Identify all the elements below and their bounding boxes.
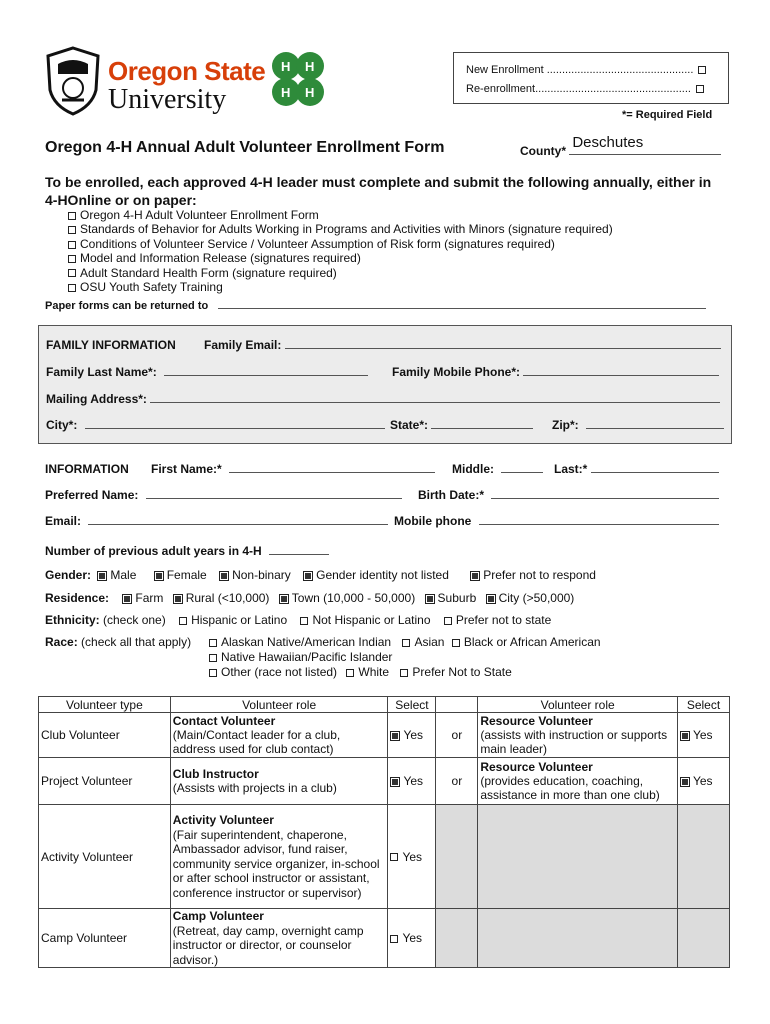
list-item-text: Standards of Behavior for Adults Working in Programs and Activities with Minors (signature required) [80,222,613,237]
header-volunteer-role: Volunteer role [170,697,388,713]
role-title: Resource Volunteer [480,714,593,728]
volunteer-role-table [38,696,730,968]
select-cell[interactable] [388,909,436,968]
yes-label: Yes [403,728,424,742]
new-enrollment-option[interactable] [466,64,710,76]
list-item [68,237,613,251]
checkbox-icon [68,226,76,234]
list-item [68,208,613,222]
residence-city-checkbox[interactable] [486,594,496,604]
select-cell[interactable] [388,758,436,805]
race-other-checkbox[interactable] [209,669,217,677]
race-asian-checkbox[interactable] [402,639,410,647]
race-option-label: Prefer Not to State [412,665,512,679]
last-name-label: Last:* [554,462,588,476]
volunteer-type-cell: Camp Volunteer [39,909,171,968]
table-row [39,805,730,909]
state-label: State*: [390,418,429,432]
family-email-label: Family Email: [204,338,282,352]
new-enrollment-checkbox[interactable] [698,66,706,74]
yes-label: Yes [692,774,713,788]
paper-return-label: Paper forms can be returned to [45,300,209,312]
list-item-text: Model and Information Release (signatures required) [80,251,361,266]
form-title: Oregon 4-H Annual Adult Volunteer Enrollment Form [45,139,445,156]
mailing-address-label: Mailing Address*: [46,392,147,406]
last-name-input[interactable] [591,472,719,473]
header-select-alt: Select [677,697,729,713]
list-item-text: Oregon 4-H Adult Volunteer Enrollment Form [80,208,319,222]
residence-option-label: Town (10,000 - 50,000) [291,591,416,605]
city-field[interactable] [46,418,385,432]
email-input[interactable] [88,524,388,525]
volunteer-role-cell [170,758,388,805]
resource-volunteer-multi-checkbox[interactable] [680,777,690,787]
first-name-label: First Name:* [151,462,222,476]
contact-volunteer-checkbox[interactable] [390,731,400,741]
family-information-section [38,325,732,444]
family-email-input[interactable] [285,348,721,349]
race-hawaiian-checkbox[interactable] [209,654,217,662]
county-label: County* [520,144,566,158]
middle-name-input[interactable] [501,472,543,473]
race-white-checkbox[interactable] [346,669,354,677]
family-email-field[interactable] [204,338,721,352]
role-description: (Main/Contact leader for a club, address used for club contact) [172,728,341,756]
yes-label: Yes [403,774,424,788]
osu-seal-icon [44,46,102,116]
email-field[interactable] [45,514,388,528]
checkbox-icon [68,255,76,263]
ethnicity-not-hispanic-checkbox[interactable] [300,617,308,625]
county-input[interactable] [569,134,721,155]
first-name-input[interactable] [229,472,435,473]
residence-option-label: Suburb [437,591,477,605]
or-cell: or [436,758,478,805]
information-section-title: INFORMATION [45,462,129,476]
osu-logo [44,46,269,118]
ethnicity-prefer-not-checkbox[interactable] [444,617,452,625]
first-name-field[interactable] [151,462,435,476]
family-mobile-label: Family Mobile Phone*: [392,365,521,379]
gender-row [45,568,596,582]
header-spacer [436,697,478,713]
race-option-label: Black or African American [463,635,601,649]
ethnicity-note: (check one) [103,613,166,627]
state-input[interactable] [431,428,533,429]
gender-nonbinary-checkbox[interactable] [219,571,229,581]
role-description: (assists with instruction or supports main leader) [480,728,668,756]
mailing-address-input[interactable] [150,402,720,403]
select-cell[interactable] [388,713,436,758]
volunteer-role-cell [170,805,388,909]
university-name-line2: University [108,84,227,115]
svg-text:H: H [305,85,315,100]
preferred-name-field[interactable] [45,488,402,502]
family-mobile-field[interactable] [392,365,719,379]
race-option-label: White [358,665,390,679]
race-prefer-not-checkbox[interactable] [400,669,408,677]
family-mobile-input[interactable] [523,375,719,376]
family-section-title: FAMILY INFORMATION [46,338,176,352]
race-row [45,635,191,649]
race-black-checkbox[interactable] [452,639,460,647]
list-item [68,222,613,236]
table-row [39,713,730,758]
re-enrollment-checkbox[interactable] [696,85,704,93]
checkbox-icon [68,212,76,220]
role-title: Activity Volunteer [172,813,274,827]
mailing-address-field[interactable] [46,392,720,406]
mobile-phone-field[interactable] [394,514,719,528]
birth-date-input[interactable] [491,498,719,499]
role-description: (Assists with projects in a club) [172,781,337,795]
race-note: (check all that apply) [81,635,192,649]
ethnicity-option-label: Prefer not to state [455,613,552,627]
zip-label: Zip*: [552,418,579,432]
race-alaskan-checkbox[interactable] [209,639,217,647]
role-description: (provides education, coaching, assistance in more than one club) [480,774,660,802]
birth-date-field[interactable] [418,488,719,502]
city-input[interactable] [85,428,385,429]
volunteer-role-cell [170,909,388,968]
preferred-name-input[interactable] [146,498,402,499]
yes-label: Yes [402,849,423,864]
svg-text:H: H [281,59,291,74]
checkbox-icon [68,284,76,292]
previous-years-input[interactable] [269,554,329,555]
checkbox-icon [68,241,76,249]
family-last-name-field[interactable] [46,365,368,379]
gender-female-checkbox[interactable] [154,571,164,581]
gender-option-label: Prefer not to respond [483,568,596,582]
enrollment-type-box [453,52,729,104]
header-volunteer-type: Volunteer type [39,697,171,713]
mobile-phone-input[interactable] [479,524,719,525]
new-enrollment-label: New Enrollment ................................................ [466,64,694,76]
ethnicity-row [45,613,551,627]
race-options [209,635,601,680]
ethnicity-hispanic-checkbox[interactable] [179,617,187,625]
empty-cell [478,909,678,968]
empty-cell [436,805,478,909]
required-forms-list [68,208,613,294]
residence-option-label: Farm [135,591,164,605]
instructions-heading: To be enrolled, each approved 4-H leader must complete and submit the following annually, either in 4-HOnline or on paper: [45,174,712,208]
alt-select-cell[interactable] [677,713,729,758]
state-field[interactable] [390,418,533,432]
header-select: Select [388,697,436,713]
race-label: Race: [45,635,78,649]
required-field-note: *= Required Field [622,109,713,121]
alt-select-cell[interactable] [677,758,729,805]
role-description: (Retreat, day camp, overnight camp instructor or director, or counselor advisor.) [172,923,364,967]
role-title: Contact Volunteer [172,714,276,728]
ethnicity-option-label: Not Hispanic or Latino [312,613,431,627]
zip-input[interactable] [586,428,724,429]
role-title: Club Instructor [172,767,259,781]
previous-years-label: Number of previous adult years in 4-H [45,544,262,558]
mobile-phone-label: Mobile phone [394,514,472,528]
table-row [39,758,730,805]
table-row [39,909,730,968]
residence-label: Residence: [45,591,110,605]
resource-volunteer-checkbox[interactable] [680,731,690,741]
university-name-line1: Oregon State [108,56,266,86]
empty-cell [436,909,478,968]
email-label: Email: [45,514,82,528]
race-option-label: Asian [414,635,445,649]
header-volunteer-role-alt: Volunteer role [478,697,678,713]
residence-row [45,591,574,605]
checkbox-icon [68,269,76,277]
re-enrollment-option[interactable] [466,83,708,95]
list-item [68,280,613,294]
gender-prefer-not-checkbox[interactable] [470,571,480,581]
birth-date-label: Birth Date:* [418,488,485,502]
role-title: Resource Volunteer [480,760,593,774]
family-last-name-input[interactable] [164,375,368,376]
empty-cell [478,805,678,909]
gender-label: Gender: [45,568,92,582]
gender-not-listed-checkbox[interactable] [303,571,313,581]
re-enrollment-label: Re-enrollment................................................... [466,83,691,95]
ethnicity-option-label: Hispanic or Latino [191,613,288,627]
family-last-name-label: Family Last Name*: [46,365,157,379]
club-instructor-checkbox[interactable] [390,777,400,787]
list-item [68,266,613,280]
previous-years-field[interactable] [45,544,329,558]
list-item-text: Conditions of Volunteer Service / Volunteer Assumption of Risk form (signatures required) [80,236,555,251]
ethnicity-label: Ethnicity: [45,613,100,627]
middle-name-label: Middle: [452,462,494,476]
residence-rural-checkbox[interactable] [173,594,183,604]
gender-option-label: Female [166,568,207,582]
svg-text:H: H [281,85,291,100]
role-description: (Fair superintendent, chaperone, Ambassador advisor, fund raiser, community service organizer, in-school or after school instructor or assistant, conference instructor or supervisor) [172,827,380,900]
role-title: Camp Volunteer [172,909,264,923]
four-h-clover-icon [264,46,332,114]
last-name-field[interactable] [554,462,719,476]
residence-option-label: Rural (<10,000) [185,591,270,605]
empty-cell [677,909,729,968]
yes-label: Yes [692,728,713,742]
activity-volunteer-checkbox[interactable] [390,853,398,861]
paper-return-field[interactable] [45,298,706,312]
list-item-text: OSU Youth Safety Training [80,280,223,295]
volunteer-type-cell: Activity Volunteer [39,805,171,909]
preferred-name-label: Preferred Name: [45,488,139,502]
residence-town-checkbox[interactable] [279,594,289,604]
list-item [68,251,613,265]
county-value: Deschutes [572,134,644,151]
volunteer-role-cell [170,713,388,758]
gender-option-label: Male [110,568,137,582]
camp-volunteer-checkbox[interactable] [390,935,398,943]
or-cell: or [436,713,478,758]
county-field[interactable] [520,134,725,158]
empty-cell [677,805,729,909]
yes-label: Yes [402,931,423,945]
gender-option-label: Gender identity not listed [316,568,449,582]
gender-male-checkbox[interactable] [97,571,107,581]
svg-text:H: H [305,59,315,74]
select-cell[interactable] [388,805,436,909]
gender-option-label: Non-binary [232,568,291,582]
race-option-label: Native Hawaiian/Pacific Islander [221,650,393,664]
race-option-label: Alaskan Native/American Indian [221,635,392,649]
alt-role-cell [478,758,678,805]
paper-return-input[interactable] [218,308,706,309]
residence-suburb-checkbox[interactable] [425,594,435,604]
volunteer-type-cell: Club Volunteer [39,713,171,758]
residence-farm-checkbox[interactable] [122,594,132,604]
residence-option-label: City (>50,000) [498,591,575,605]
city-label: City*: [46,418,78,432]
alt-role-cell [478,713,678,758]
middle-name-field[interactable] [452,462,543,476]
volunteer-type-cell: Project Volunteer [39,758,171,805]
table-header-row [39,697,730,713]
list-item-text: Adult Standard Health Form (signature required) [80,265,337,280]
zip-field[interactable] [552,418,724,432]
race-option-label: Other (race not listed) [221,665,338,679]
